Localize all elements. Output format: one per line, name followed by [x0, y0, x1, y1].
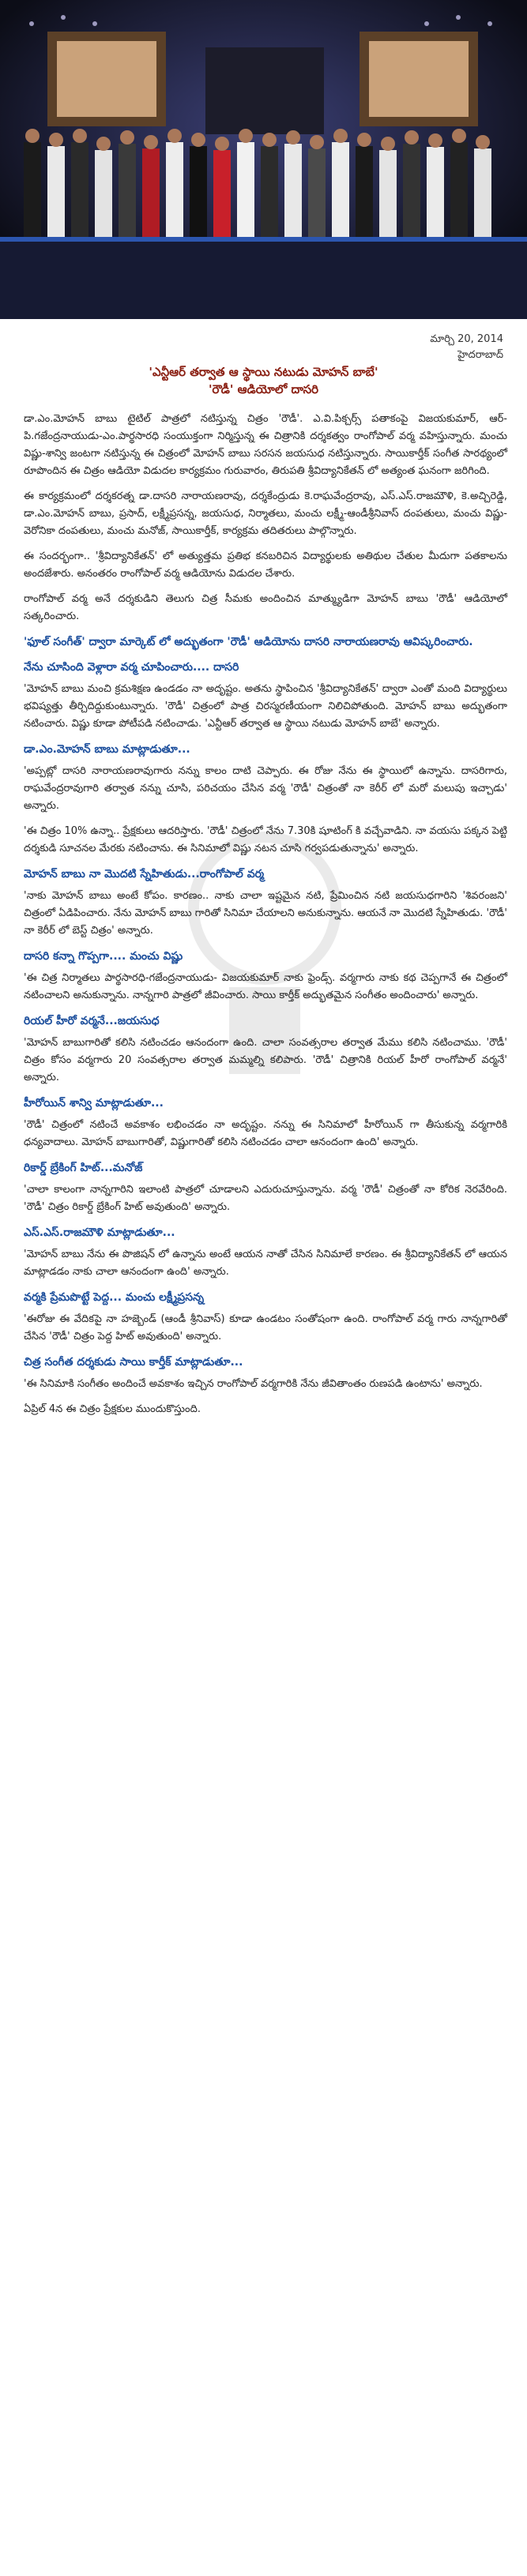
- section-heading: రికార్డ్ బ్రేకింగ్ హిట్...మనోజ్: [24, 1162, 143, 1174]
- section-heading: ఎస్.ఎస్.రాజమౌళి మాట్లాడుతూ...: [24, 1226, 175, 1239]
- section-10: [24, 1012, 507, 1087]
- article-body: [24, 411, 507, 1426]
- section-1: [24, 488, 507, 540]
- section-15: [24, 1354, 507, 1393]
- stage-illustration: [0, 0, 527, 319]
- paragraph: 'రౌడీ' చిత్రంలో నటించే అవకాశం లభించడం నా అదృష్టం. నన్ను ఈ సినిమాలో హీరోయిన్ గా తీసుకున్న వర్మగారికి ధన్యవాదాలు. మోహన్ బాబుగారితో, విష్ణుగారితో కలిసి నటించడం చాలా ఆనందంగా ఉంది' అన్నారు.: [24, 1119, 507, 1148]
- section-8: [24, 866, 507, 940]
- section-7: [24, 823, 507, 858]
- section-6: [24, 741, 507, 815]
- section-2: [24, 548, 507, 583]
- section-3: [24, 591, 507, 625]
- section-4: [24, 633, 507, 651]
- article-date: మార్చి 20, 2014: [430, 333, 503, 345]
- section-12: [24, 1159, 507, 1216]
- paragraph: ఈ సందర్భంగా.. 'శ్రీవిద్యానికేతన్' లో అత్యుత్తమ ప్రతిభ కనబరిచిన విద్యార్థులకు అతిథుల చేతుల మీదుగా పతకాలను అందజేశారు. అనంతరం రాంగోపాల్ వర్మ ఆడియోను విడుదల చేశారు.: [24, 550, 507, 580]
- section-11: [24, 1095, 507, 1151]
- paragraph: 'మోహన్ బాబు నేను ఈ పొజిషన్ లో ఉన్నాను అంటే ఆయన నాతో చేసిన సినిమాలే కారణం. ఈ శ్రీవిద్యానికేతన్ లో ఆయన మాట్లాడడం నాకు చాలా ఆనందంగా ఉంది' అన్నారు.: [24, 1249, 507, 1278]
- paragraph: 'మోహన్ బాబుగారితో కలిసి నటించడం ఆనందంగా ఉంది. చాలా సంవత్సరాల తర్వాత మేము కలిసి నటించాము. 'రౌడీ' చిత్రం కోసం వర్మగారు 20 సంవత్సరాల తర్వాత మమ్మల్ని కలిపారు. 'రౌడీ' చిత్రానికి రియల్ హీరో రాంగోపాల్ వర్మనే' అన్నారు.: [24, 1037, 507, 1083]
- paragraph: 'ఈరోజు ఈ వేదికపై నా హజ్బెండ్ (ఆండీ శ్రీనివాస్) కూడా ఉండటం సంతోషంగా ఉంది. రాంగోపాల్ వర్మ గారు నాన్నగారితో చేసిన 'రౌడీ' చిత్రం పెద్ద హిట్ అవుతుంది' అన్నారు.: [24, 1313, 507, 1342]
- paragraph: 'ఈ సినిమాకి సంగీతం అందించే అవకాశం ఇచ్చిన రాంగోపాల్ వర్మగారికి నేను జీవితాంతం రుణపడి ఉంటాను' అన్నారు.: [24, 1378, 483, 1390]
- paragraph: 'నాకు మోహన్ బాబు అంటే కోపం. కారణం.. నాకు చాలా ఇష్టమైన నటి, ప్రేమించిన నటి జయసుధగారిని 'శివరంజని' చిత్రంలో ఏడిపించారు. నేను మోహన్ బాబు గారితో సినిమా చేయాలని అనుకున్నాను. ఆయనే నా మొదటి స్నేహితుడు. 'రౌడీ' నా కెరీర్ లో బెస్ట్ చిత్రం' అన్నారు.: [24, 890, 507, 937]
- section-13: [24, 1224, 507, 1281]
- section-heading: వర్మకి ప్రేమపొట్టే పెద్ద... మంచు లక్ష్మీప్రసన్న: [24, 1291, 205, 1304]
- section-heading: 'ఫూల్ సంగీత్' ద్వారా మార్కెట్ లో అద్భుతంగా 'రౌడీ' ఆడియోను దాసరి నారాయణరావు ఆవిష్కరించారు.: [24, 636, 473, 648]
- section-5: [24, 659, 507, 733]
- event-photo: [0, 0, 527, 319]
- paragraph: 'చాలా కాలంగా నాన్నగారిని ఇలాంటి పాత్రలో చూడాలని ఎదురుచూస్తున్నాను. వర్మ 'రౌడీ' చిత్రంతో నా కోరిక నెరవేరింది. 'రౌడీ' చిత్రం రికార్డ్ బ్రేకింగ్ హిట్ అవుతుంది' అన్నారు.: [24, 1184, 507, 1213]
- paragraph: 'మోహన్ బాబు మంచి క్రమశిక్షణ ఉండడం నా అదృష్టం. అతను స్థాపించిన 'శ్రీవిద్యానికేతన్' ద్వారా ఎంతో మంది విద్యార్థులు భవిష్యత్తు తీర్చిదిద్దుకుంటున్నారు. 'రౌడీ' చిత్రంలో పాత్ర చిరస్మరణీయంగా నిలిచిపోతుంది. మోహన్ బాబు అద్భుతంగా నటించారు. విష్ణు కూడా పోటీపడి నటించాడు. 'ఎన్టీఆర్ తర్వాత ఆ స్థాయి నటుడు మోహన్ బాబే' అన్నారు.: [24, 683, 507, 730]
- section-heading: దాసరి కన్నా గొప్పగా.... మంచు విష్ణు: [24, 950, 183, 963]
- article-title: 'ఎన్టీఆర్ తర్వాత ఆ స్థాయి నటుడు మోహన్ బాబే': [149, 365, 378, 379]
- paragraph: ఏప్రిల్ 4న ఈ చిత్రం ప్రేక్షకుల ముందుకొస్తుంది.: [24, 1403, 201, 1415]
- article-subtitle: 'రౌడీ' ఆడియోలో దాసరి: [208, 382, 319, 396]
- section-14: [24, 1289, 507, 1346]
- section-heading: రియల్ హీరో వర్మనే...జయసుధ: [24, 1015, 160, 1027]
- paragraph: 'ఈ చిత్రం 10% ఉన్నా.. ప్రేక్షకులు ఆదరిస్తారు. 'రౌడీ' చిత్రంలో నేను 7.30కి షూటింగ్ కి వచ్చేవాడిని. నా వయసు పక్కన పెట్టి దర్శకుడి సూచనల మేరకు నటించాను. ఈ సినిమాలో విష్ణు నటన చూసి గర్వపడుతున్నాను' అన్నారు.: [24, 825, 507, 854]
- section-9: [24, 948, 507, 1004]
- paragraph: రాంగోపాల్ వర్మ అనే దర్శకుడిని తెలుగు చిత్ర సీమకు అందించిన మాత్మ్యుడిగా మోహన్ బాబు 'రౌడీ' ఆడియోలో సత్కరించారు.: [24, 593, 507, 622]
- section-heading: డా.ఎం.మోహన్ బాబు మాట్లాడుతూ...: [24, 743, 190, 756]
- section-0: [24, 411, 507, 480]
- dateline: [430, 332, 503, 363]
- section-16: [24, 1401, 507, 1418]
- section-heading: నేను చూసింది వెళ్లారా వర్మ చూపించారు.... దాసరి: [24, 661, 239, 674]
- section-heading: చిత్ర సంగీత దర్శకుడు సాయి కార్తీక్ మాట్లాడుతూ...: [24, 1356, 243, 1369]
- paragraph: డా.ఎం.మోహన్ బాబు టైటిల్ పాత్రలో నటిస్తున్న చిత్రం 'రౌడీ'. ఎ.వి.పిక్చర్స్ పతాకంపై విజయకుమార్, ఆర్-పి.గజేంద్రనాయుడు-ఎం.పార్థసారధి సంయుక్తంగా నిర్మిస్తున్న ఈ చిత్రానికి దర్శకత్వం రాంగోపాల్ వర్మ వహిస్తున్నారు. మంచు విష్ణు-శాన్వి జంటగా నటిస్తున్న ఈ చిత్రంలో మోహన్ బాబు సరసన జయసుధ నటిస్తున్నారు. సాయికార్తీక్ సంగీత సారథ్యంలో రూపొందిన ఈ చిత్రం ఆడియో విడుదల కార్యక్రమం గురువారం, తిరుపతి శ్రీవిద్యానికేతన్ లో అత్యంత ఘనంగా జరిగింది.: [24, 413, 507, 477]
- article-place: హైదరాబాద్: [457, 349, 503, 361]
- paragraph: 'ఈ చిత్ర నిర్మాతలు పార్థసారధి-గజేంద్రనాయుడు- విజయకుమార్ నాకు ఫ్రెండ్స్. వర్మగారు నాకు కథ చెప్పగానే ఈ చిత్రంలో నటించాలని అనుకున్నాను. నాన్నగారి పాత్రలో జీవించారు. సాయి కార్తీక్ అద్భుతమైన సంగీతం అందించారు' అన్నారు.: [24, 972, 507, 1001]
- paragraph: ఈ కార్యక్రమంలో దర్శకరత్న డా.దాసరి నారాయణరావు, దర్శకేంద్రుడు కె.రాఘవేంద్రరావు, ఎస్.ఎస్.రాజమౌళి, కె.అచ్చిరెడ్డి, డా.ఎం.మోహన్ బాబు, ప్రసాద్, లక్ష్మీప్రసన్న, జయసుధ, నిర్మాతలు, మంచు లక్ష్మీ-ఆండీశ్రీనివాస్ దంపతులు, మంచు విష్ణు-వెరోనికా దంపతులు, మంచు మనోజ్, సాయికార్తీక్, కార్యక్రమ తదితరులు పాల్గొన్నారు.: [24, 490, 507, 537]
- section-heading: మోహన్ బాబు నా మొదటి స్నేహితుడు...రాంగోపాల్ వర్మ: [24, 868, 265, 881]
- section-heading: హీరోయిన్ శాన్వి మాట్లాడుతూ...: [24, 1097, 164, 1110]
- paragraph: 'అప్పట్లో దాసరి నారాయణరావుగారు నన్ను కాలం దాటి చెప్పారు. ఈ రోజు నేను ఈ స్థాయిలో ఉన్నాను. దాసరిగారు, రాఘవేంద్రరావుగారి తర్వాత నన్ను చూసి, పరిచయం చేసిన వర్మ 'రౌడీ' చిత్రంతో నా కెరీర్ లో మరో మలుపు ఇచ్చాడు' అన్నారు.: [24, 765, 507, 812]
